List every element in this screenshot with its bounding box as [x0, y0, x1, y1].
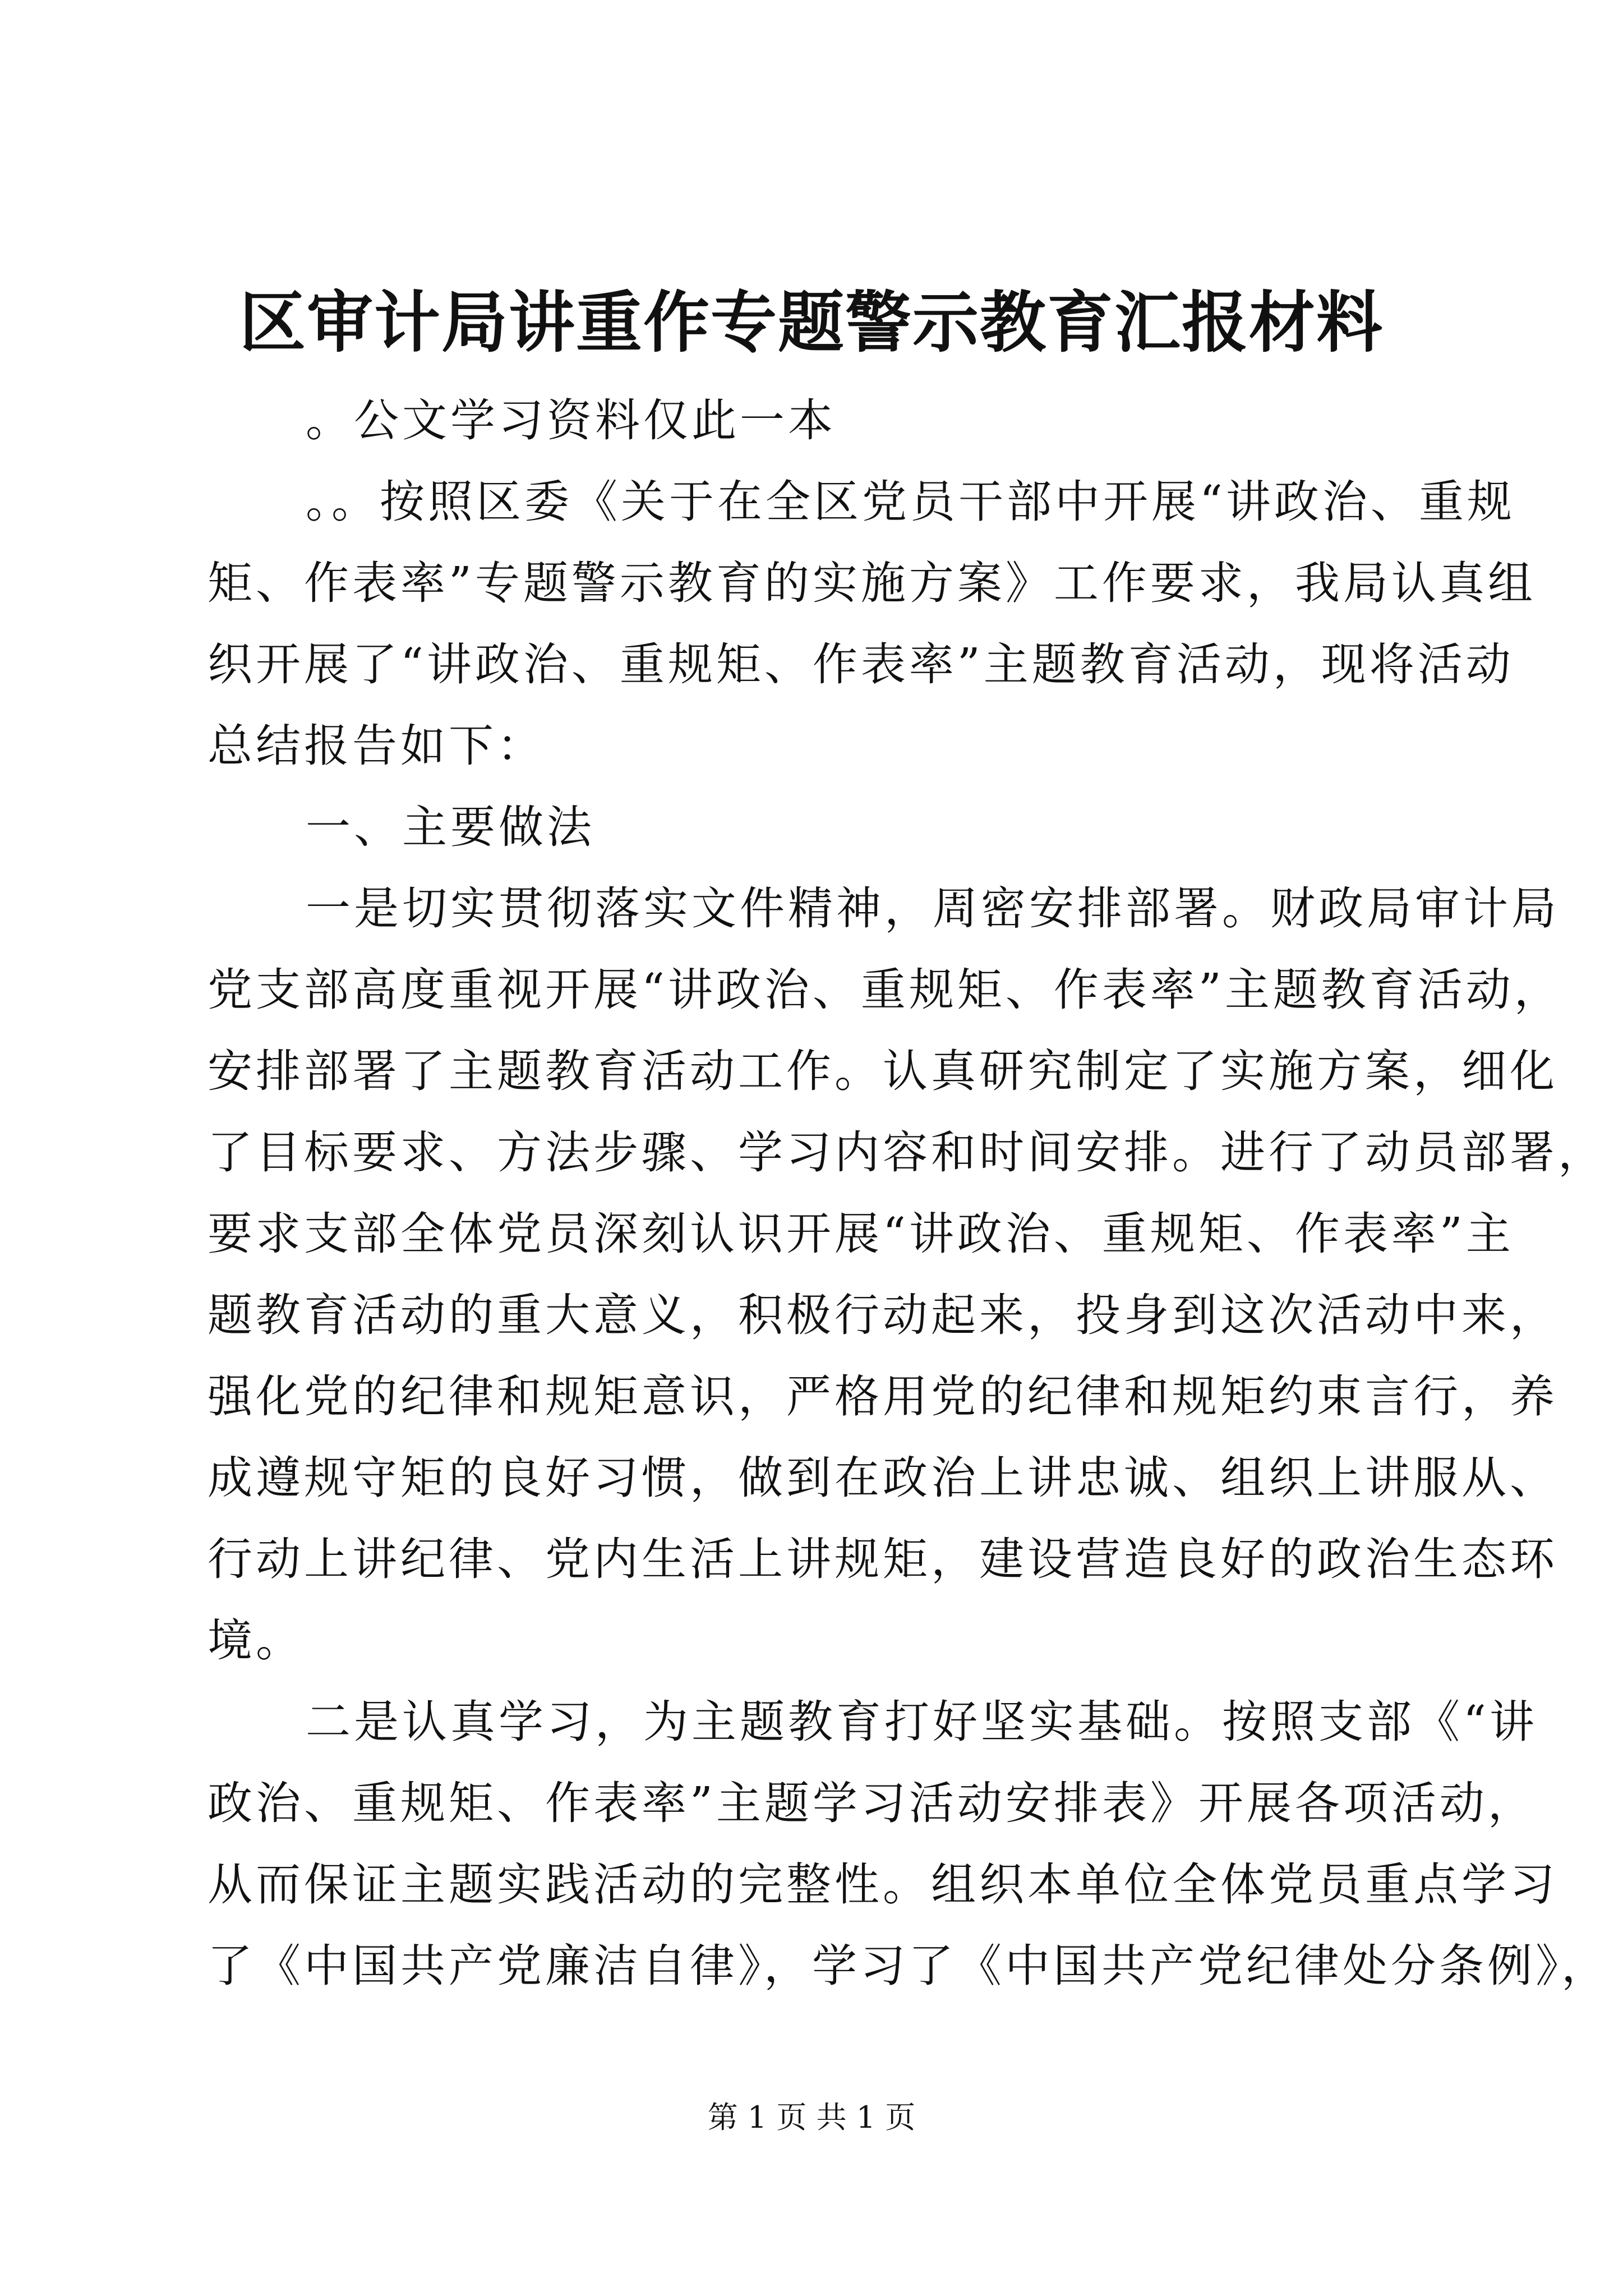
text-line: 织开展了“讲政治、重规矩、作表率”主题教育活动，现将活动: [208, 638, 1514, 691]
text-line: 安排部署了主题教育活动工作。认真研究制定了实施方案，细化: [208, 1045, 1558, 1097]
text-line: 强化党的纪律和规矩意识，严格用党的纪律和规矩约束言行，养: [208, 1370, 1558, 1423]
text-line: 从而保证主题实践活动的完整性。组织本单位全体党员重点学习: [208, 1858, 1558, 1911]
text-line: 。。按照区委《关于在全区党员干部中开展“讲政治、重规: [306, 476, 1515, 528]
text-line: 一是切实贯彻落实文件精神，周密安排部署。财政局审计局: [306, 882, 1560, 935]
text-line: 矩、作表率”专题警示教育的实施方案》工作要求，我局认真组: [208, 557, 1536, 609]
text-line: 二是认真学习，为主题教育打好坚实基础。按照支部《“讲: [306, 1696, 1538, 1748]
text-line: 要求支部全体党员深刻认识开展“讲政治、重规矩、作表率”主: [208, 1208, 1514, 1260]
text-line: 了《中国共产党廉洁自律》，学习了《中国共产党纪律处分条例》，: [208, 1940, 1610, 1992]
page-footer: 第 1 页 共 1 页: [707, 2100, 916, 2135]
text-line: 成遵规守矩的良好习惯，做到在政治上讲忠诚、组织上讲服从、: [208, 1452, 1558, 1504]
text-line: 题教育活动的重大意义，积极行动起来，投身到这次活动中来，: [208, 1289, 1558, 1341]
text-line: 境。: [208, 1614, 304, 1667]
text-line: 了目标要求、方法步骤、学习内容和时间安排。进行了动员部署，: [208, 1126, 1606, 1179]
text-line: 政治、重规矩、作表率”主题学习活动安排表》开展各项活动，: [208, 1777, 1536, 1829]
text-line: 行动上讲纪律、党内生活上讲规矩，建设营造良好的政治生态环: [208, 1533, 1558, 1585]
document-title: 区审计局讲重作专题警示教育汇报材料: [239, 283, 1384, 361]
section-heading: 一、主要做法: [306, 801, 595, 853]
text-line: 总结报告如下：: [208, 720, 545, 772]
text-line: 。公文学习资料仅此一本: [306, 394, 836, 447]
text-line: 党支部高度重视开展“讲政治、重规矩、作表率”主题教育活动，: [208, 964, 1562, 1016]
